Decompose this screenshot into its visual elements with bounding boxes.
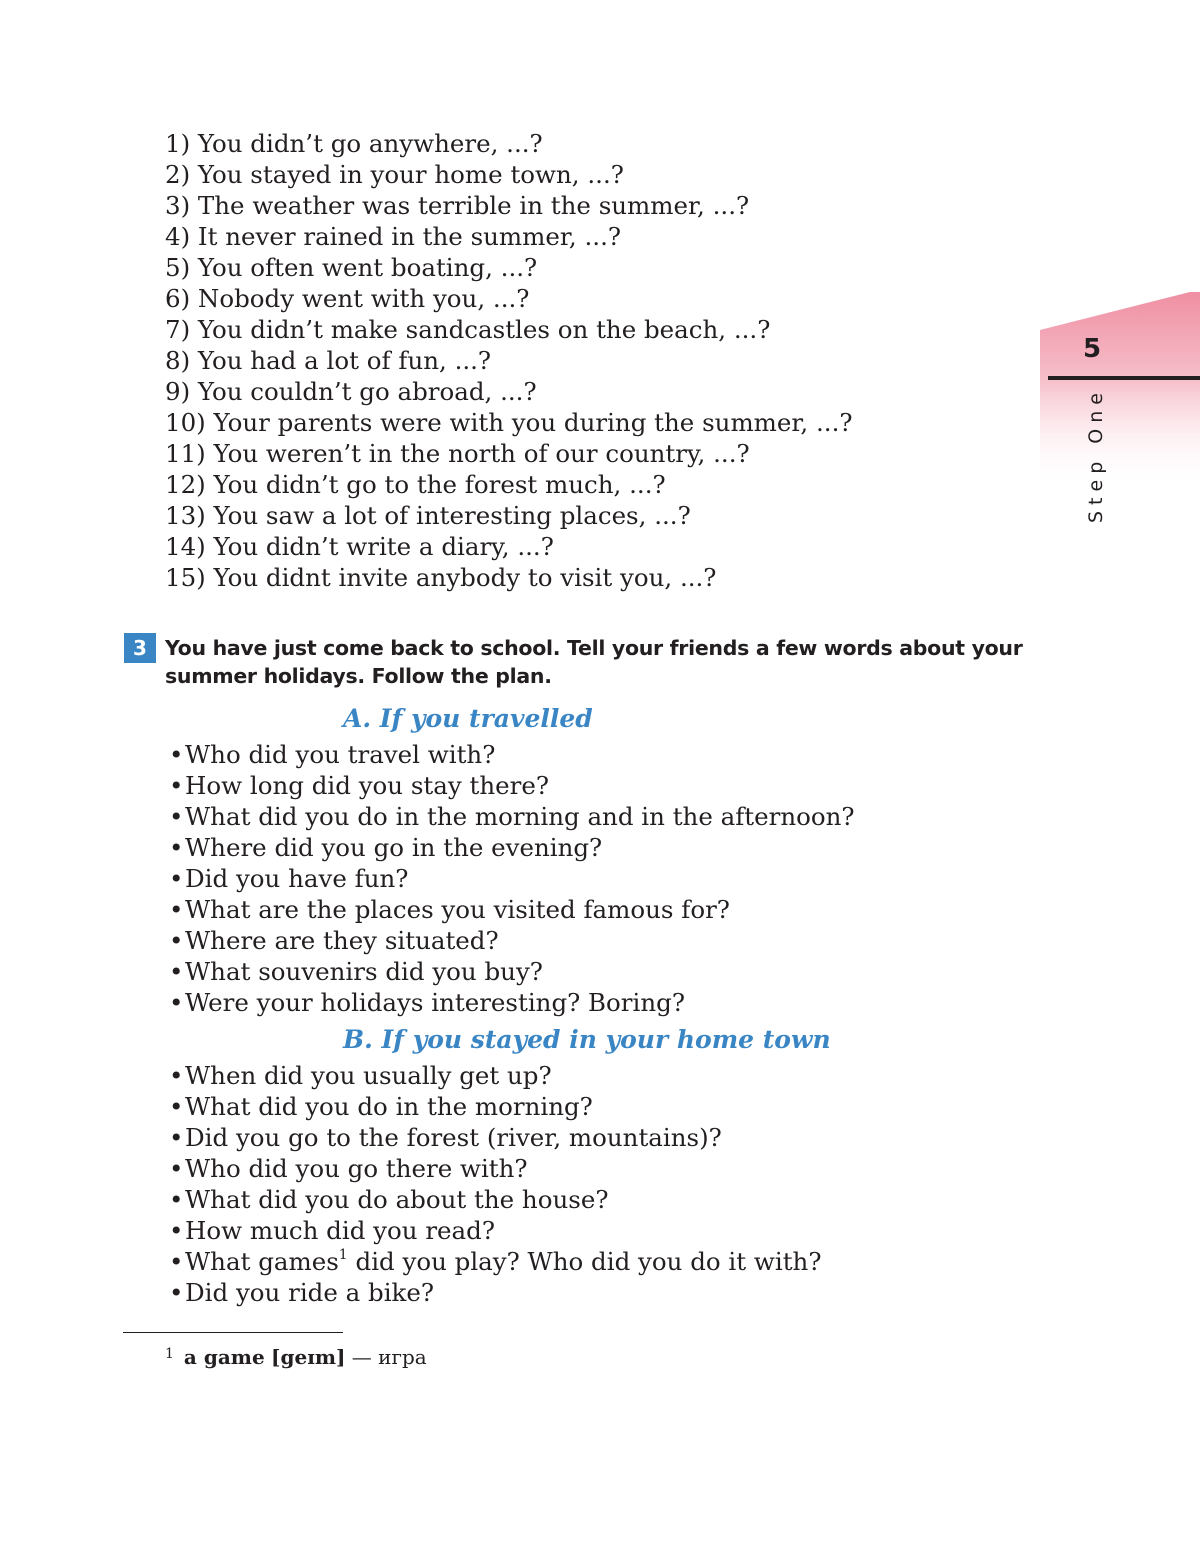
task-number-badge: 3 bbox=[124, 633, 156, 663]
bullet-icon: • bbox=[169, 957, 184, 986]
section-label: Step One bbox=[1085, 387, 1107, 523]
list-item: 14) You didn’t write a diary, ...? bbox=[165, 532, 554, 561]
list-item: •What souvenirs did you buy? bbox=[169, 957, 543, 986]
bullet-icon: • bbox=[169, 1123, 184, 1152]
plan-b-title: B. If you stayed in your home town bbox=[343, 1025, 831, 1054]
task-instruction: You have just come back to school. Tell your friends a few words about your summer holidays. Follow the plan. bbox=[165, 636, 1023, 688]
list-item: 4) It never rained in the summer, ...? bbox=[165, 222, 621, 251]
plan-a-list bbox=[165, 739, 855, 1018]
list-item: •What did you do in the morning and in the afternoon? bbox=[169, 802, 855, 831]
list-item: •What did you do in the morning? bbox=[169, 1092, 593, 1121]
list-item: •Did you ride a bike? bbox=[169, 1278, 435, 1307]
list-item: •Where are they situated? bbox=[169, 926, 499, 955]
bullet-icon: • bbox=[169, 1185, 184, 1214]
list-item: 7) You didn’t make sandcastles on the beach, ...? bbox=[165, 315, 771, 344]
bullet-icon: • bbox=[169, 864, 184, 893]
list-item: 9) You couldn’t go abroad, ...? bbox=[165, 377, 537, 406]
bullet-icon: • bbox=[169, 1154, 184, 1183]
plan-b-list bbox=[165, 1060, 821, 1308]
list-item: •Who did you travel with? bbox=[169, 740, 496, 769]
list-item: 2) You stayed in your home town, ...? bbox=[165, 160, 624, 189]
list-item: •What games$^1$ did you play? Who did you do it with? bbox=[169, 1246, 822, 1276]
list-item: 5) You often went boating, ...? bbox=[165, 253, 538, 282]
list-item: 8) You had a lot of fun, ...? bbox=[165, 346, 492, 375]
bullet-icon: • bbox=[169, 1247, 184, 1276]
bullet-icon: • bbox=[169, 1278, 184, 1307]
bullet-icon: • bbox=[169, 926, 184, 955]
list-item: •When did you usually get up? bbox=[169, 1061, 552, 1090]
footnote-divider bbox=[123, 1332, 343, 1333]
list-item: •Were your holidays interesting? Boring? bbox=[169, 988, 685, 1017]
list-item: •How much did you read? bbox=[169, 1216, 495, 1245]
page-number: 5 bbox=[1082, 334, 1102, 364]
bullet-icon: • bbox=[169, 1216, 184, 1245]
bullet-icon: • bbox=[169, 988, 184, 1017]
question-list bbox=[165, 128, 853, 593]
list-item: 15) You didnt invite anybody to visit you, ...? bbox=[165, 563, 717, 592]
bullet-icon: • bbox=[169, 740, 184, 769]
side-tab-shape bbox=[1040, 290, 1200, 490]
list-item: •How long did you stay there? bbox=[169, 771, 549, 800]
footnote-marker: 1 bbox=[338, 1246, 348, 1263]
list-item: 13) You saw a lot of interesting places, ...? bbox=[165, 501, 691, 530]
list-item: 1) You didn’t go anywhere, ...? bbox=[165, 129, 543, 158]
footnote-translation: — игра bbox=[345, 1345, 427, 1369]
list-item: •What did you do about the house? bbox=[169, 1185, 609, 1214]
bullet-icon: • bbox=[169, 1092, 184, 1121]
bullet-icon: • bbox=[169, 895, 184, 924]
bullet-icon: • bbox=[169, 802, 184, 831]
footnote-term: a game bbox=[183, 1345, 265, 1369]
bullet-icon: • bbox=[169, 833, 184, 862]
list-item: 11) You weren’t in the north of our country, ...? bbox=[165, 439, 750, 468]
list-item: •Where did you go in the evening? bbox=[169, 833, 603, 862]
bullet-icon: • bbox=[169, 1061, 184, 1090]
plan-a-title: A. If you travelled bbox=[343, 704, 593, 733]
footnote bbox=[165, 1345, 427, 1369]
list-item: 10) Your parents were with you during the summer, ...? bbox=[165, 408, 853, 437]
list-item: •Did you go to the forest (river, mountains)? bbox=[169, 1123, 722, 1152]
list-item: 6) Nobody went with you, ...? bbox=[165, 284, 530, 313]
footnote-transcription: [geɪm] bbox=[271, 1345, 346, 1369]
footnote-number: 1 bbox=[165, 1346, 174, 1362]
list-item: •What are the places you visited famous for? bbox=[169, 895, 730, 924]
list-item: 12) You didn’t go to the forest much, ...? bbox=[165, 470, 666, 499]
tab-divider bbox=[1048, 376, 1200, 380]
list-item: •Who did you go there with? bbox=[169, 1154, 528, 1183]
list-item: 3) The weather was terrible in the summer, ...? bbox=[165, 191, 750, 220]
list-item: •Did you have fun? bbox=[169, 864, 409, 893]
bullet-icon: • bbox=[169, 771, 184, 800]
